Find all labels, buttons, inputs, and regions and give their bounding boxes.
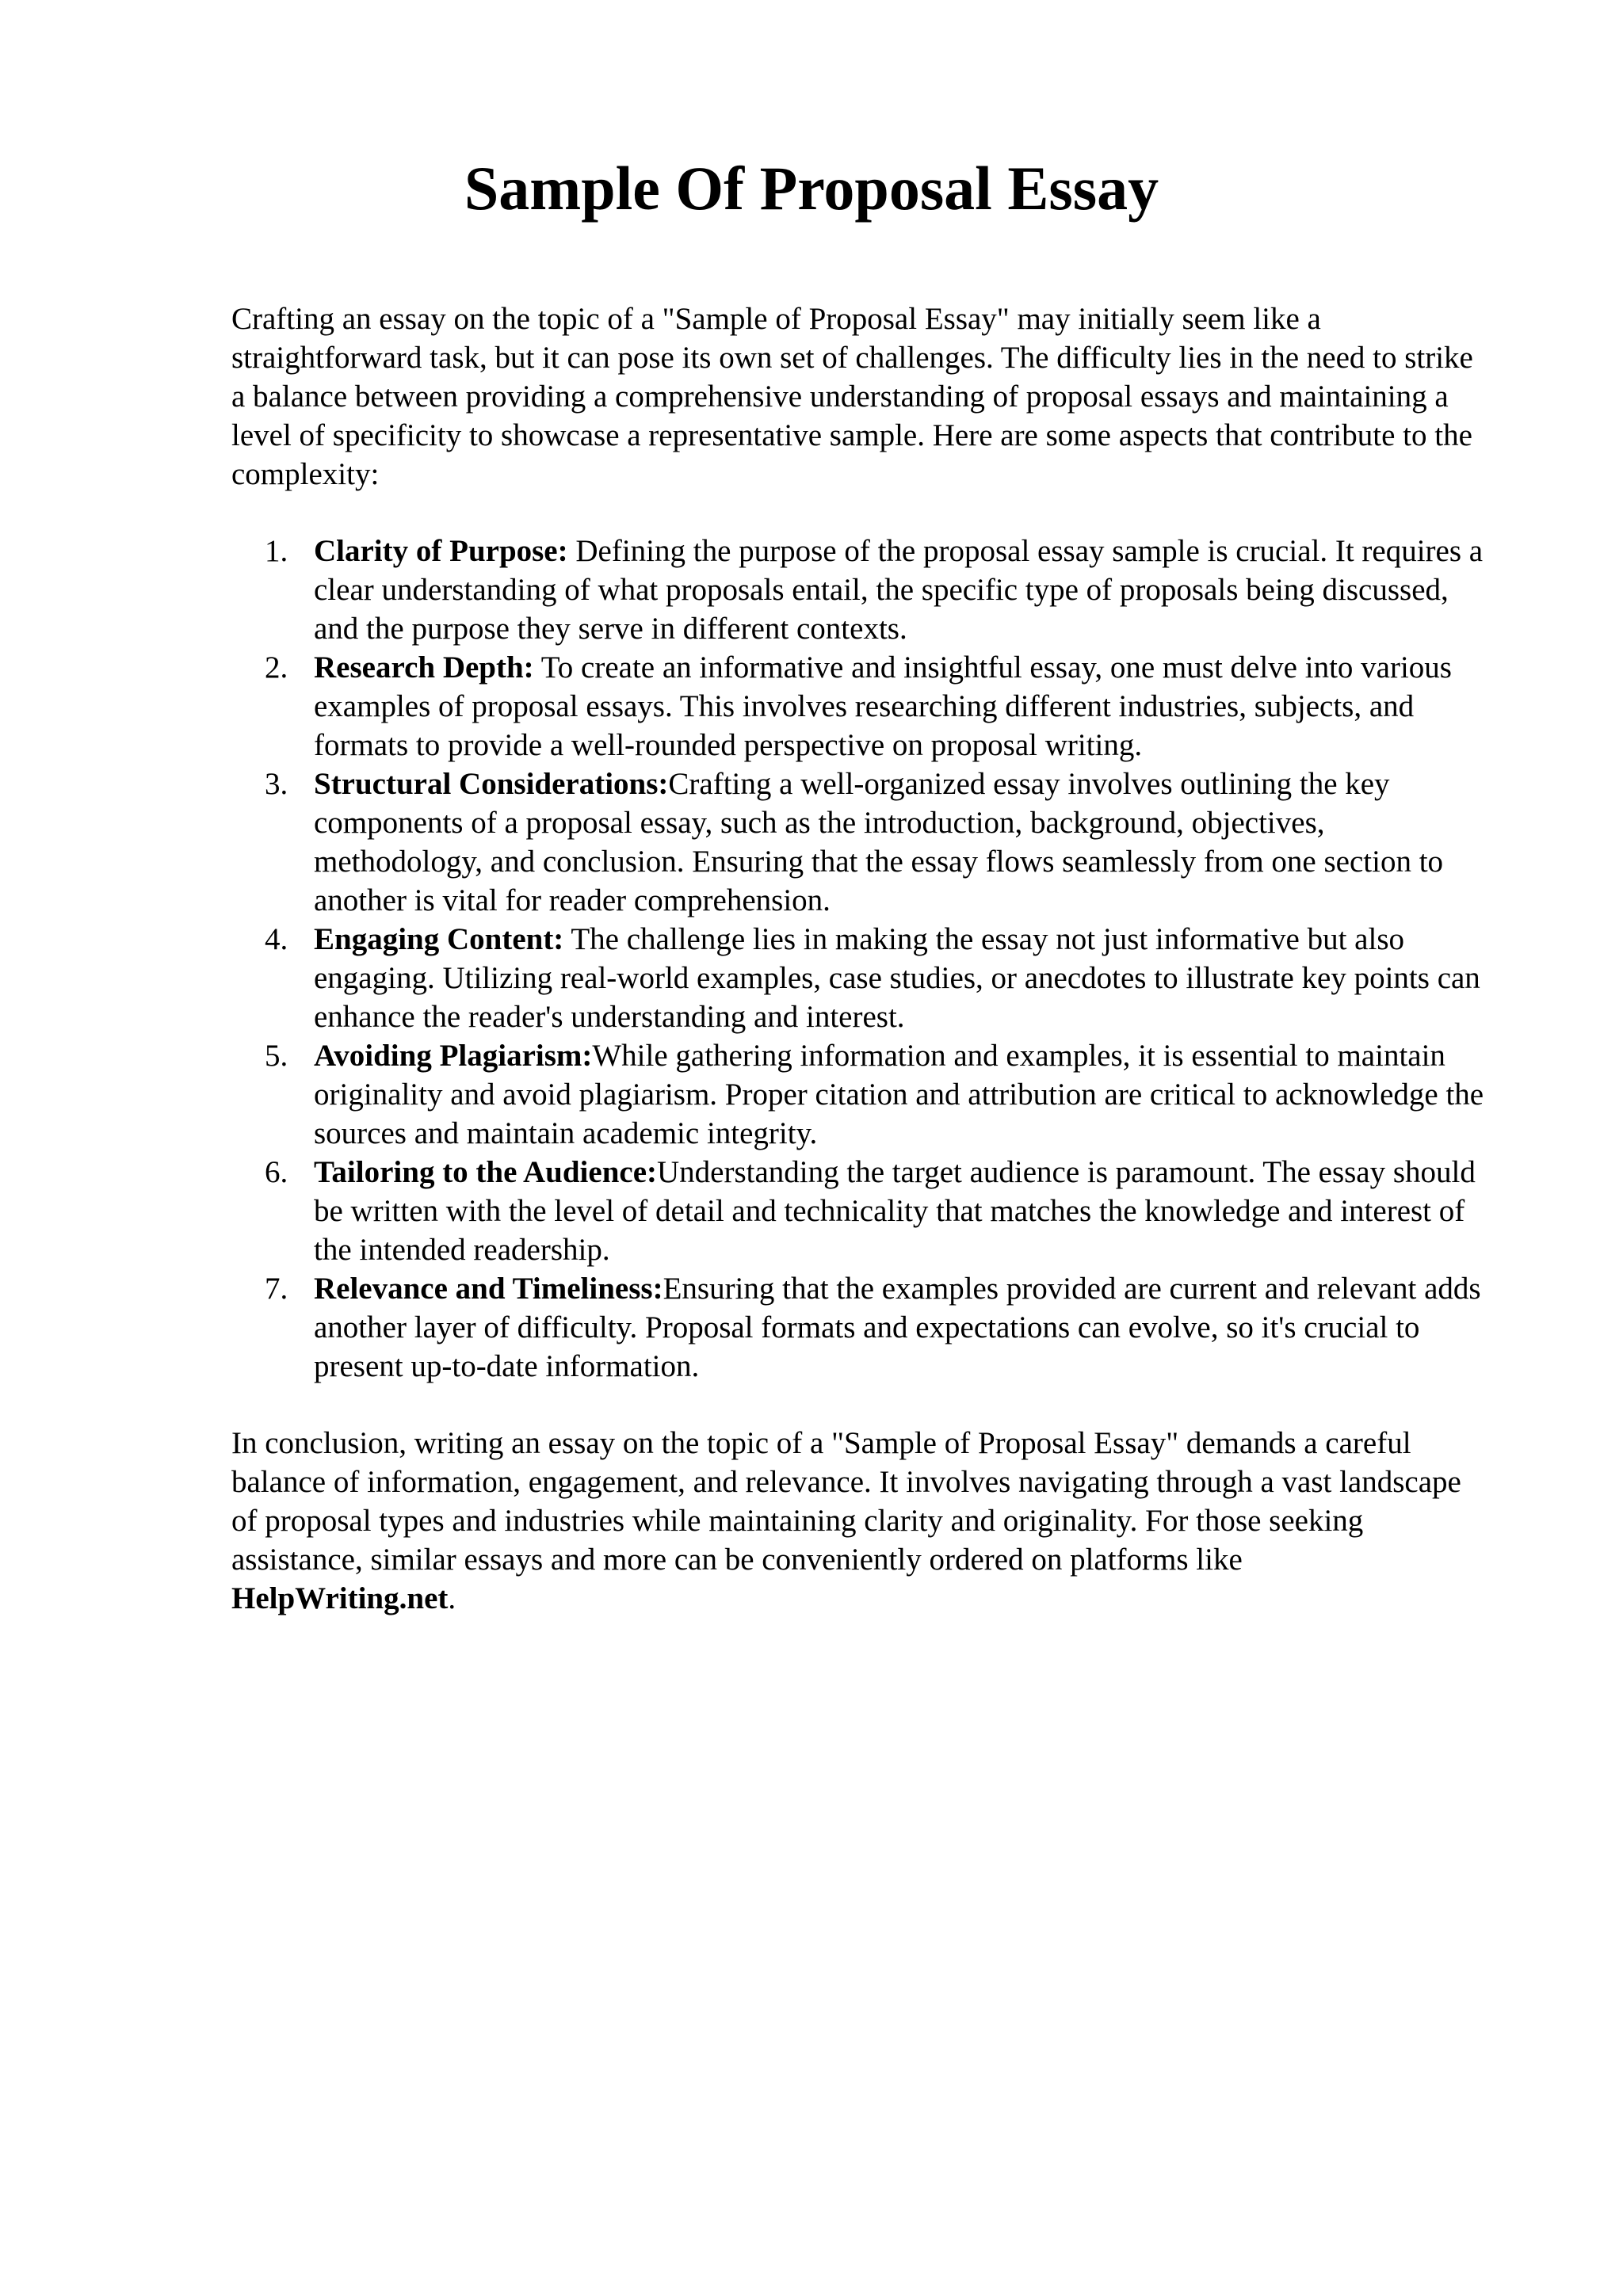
list-item-term: Structural Considerations: — [314, 767, 669, 801]
list-item-number: 6. — [265, 1155, 288, 1189]
list-item-term: Relevance and Timeliness: — [314, 1272, 663, 1306]
list-item-text: The challenge lies in making the essay not just informative but also engaging. Utilizing real-world examples, case studies, or anecdotes to illustrate key points can enhance the reader's understanding and interest. — [314, 922, 1480, 1034]
list-item-text: While gathering information and examples, it is essential to maintain originality and avoid plagiarism. Proper citation and attribution are critical to acknowledge the sources and maintain academic integrity. — [314, 1039, 1484, 1150]
complexity-list — [231, 532, 1491, 1386]
conclusion-period: . — [448, 1581, 456, 1615]
list-item-text: Defining the purpose of the proposal essay sample is crucial. It requires a clear understanding of what proposals entail, the specific type of proposals being discussed, and the purpose they serve in different contexts. — [314, 534, 1484, 646]
site-name: HelpWriting.net — [231, 1581, 449, 1615]
conclusion-text: In conclusion, writing an essay on the topic of a "Sample of Proposal Essay" demands a careful balance of information, engagement, and relevance. It involves navigating through a vast landscape of proposal types and industries while maintaining clarity and originality. For those seeking assistance, similar essays and more can be conveniently ordered on platforms like — [231, 1426, 1461, 1577]
list-item — [231, 648, 1491, 765]
list-item-number: 4. — [265, 922, 288, 956]
list-item-term: Engaging Content: — [314, 922, 564, 956]
list-item-term: Clarity of Purpose: — [314, 534, 568, 568]
intro-paragraph: Crafting an essay on the topic of a "Sample of Proposal Essay" may initially seem like a straightforward task, but it can pose its own set of challenges. The difficulty lies in the need to strike a balance between providing a comprehensive understanding of proposal essays and maintaining a level of specificity to showcase a representative sample. Here are some aspects that contribute to the complexity: — [231, 302, 1473, 491]
list-item — [231, 765, 1491, 920]
list-item — [231, 1269, 1491, 1386]
list-item-text: Understanding the target audience is paramount. The essay should be written with the level of detail and technicality that matches the knowledge and interest of the intended readership. — [314, 1155, 1476, 1267]
conclusion-paragraph — [231, 1424, 1491, 1618]
complexity-list-wrapper — [231, 532, 1491, 1386]
list-item-term: Avoiding Plagiarism: — [314, 1039, 593, 1073]
list-item-number: 7. — [265, 1272, 288, 1306]
document-body — [231, 299, 1491, 1618]
list-item-number: 5. — [265, 1039, 288, 1073]
list-item — [231, 920, 1491, 1036]
list-item-number: 2. — [265, 650, 288, 685]
list-item-term: Tailoring to the Audience: — [314, 1155, 657, 1189]
list-item — [231, 532, 1491, 648]
list-item-number: 1. — [265, 534, 288, 568]
list-item-text: Crafting a well-organized essay involves outlining the key components of a proposal essay, such as the introduction, background, objectives, methodology, and conclusion. Ensuring that the essay flows seamlessly from one section to another is vital for reader comprehension. — [314, 767, 1444, 917]
list-item-term: Research Depth: — [314, 650, 534, 685]
list-item — [231, 1153, 1491, 1269]
page-title: Sample Of Proposal Essay — [464, 154, 1159, 223]
list-item-text: To create an informative and insightful essay, one must delve into various examples of proposal essays. This involves researching different industries, subjects, and formats to provide a well-rounded perspective on proposal writing. — [314, 650, 1452, 762]
list-item-text: Ensuring that the examples provided are current and relevant adds another layer of difficulty. Proposal formats and expectations can evolve, so it's crucial to present up-to-date information. — [314, 1272, 1481, 1383]
list-item-number: 3. — [265, 767, 288, 801]
list-item — [231, 1036, 1491, 1153]
